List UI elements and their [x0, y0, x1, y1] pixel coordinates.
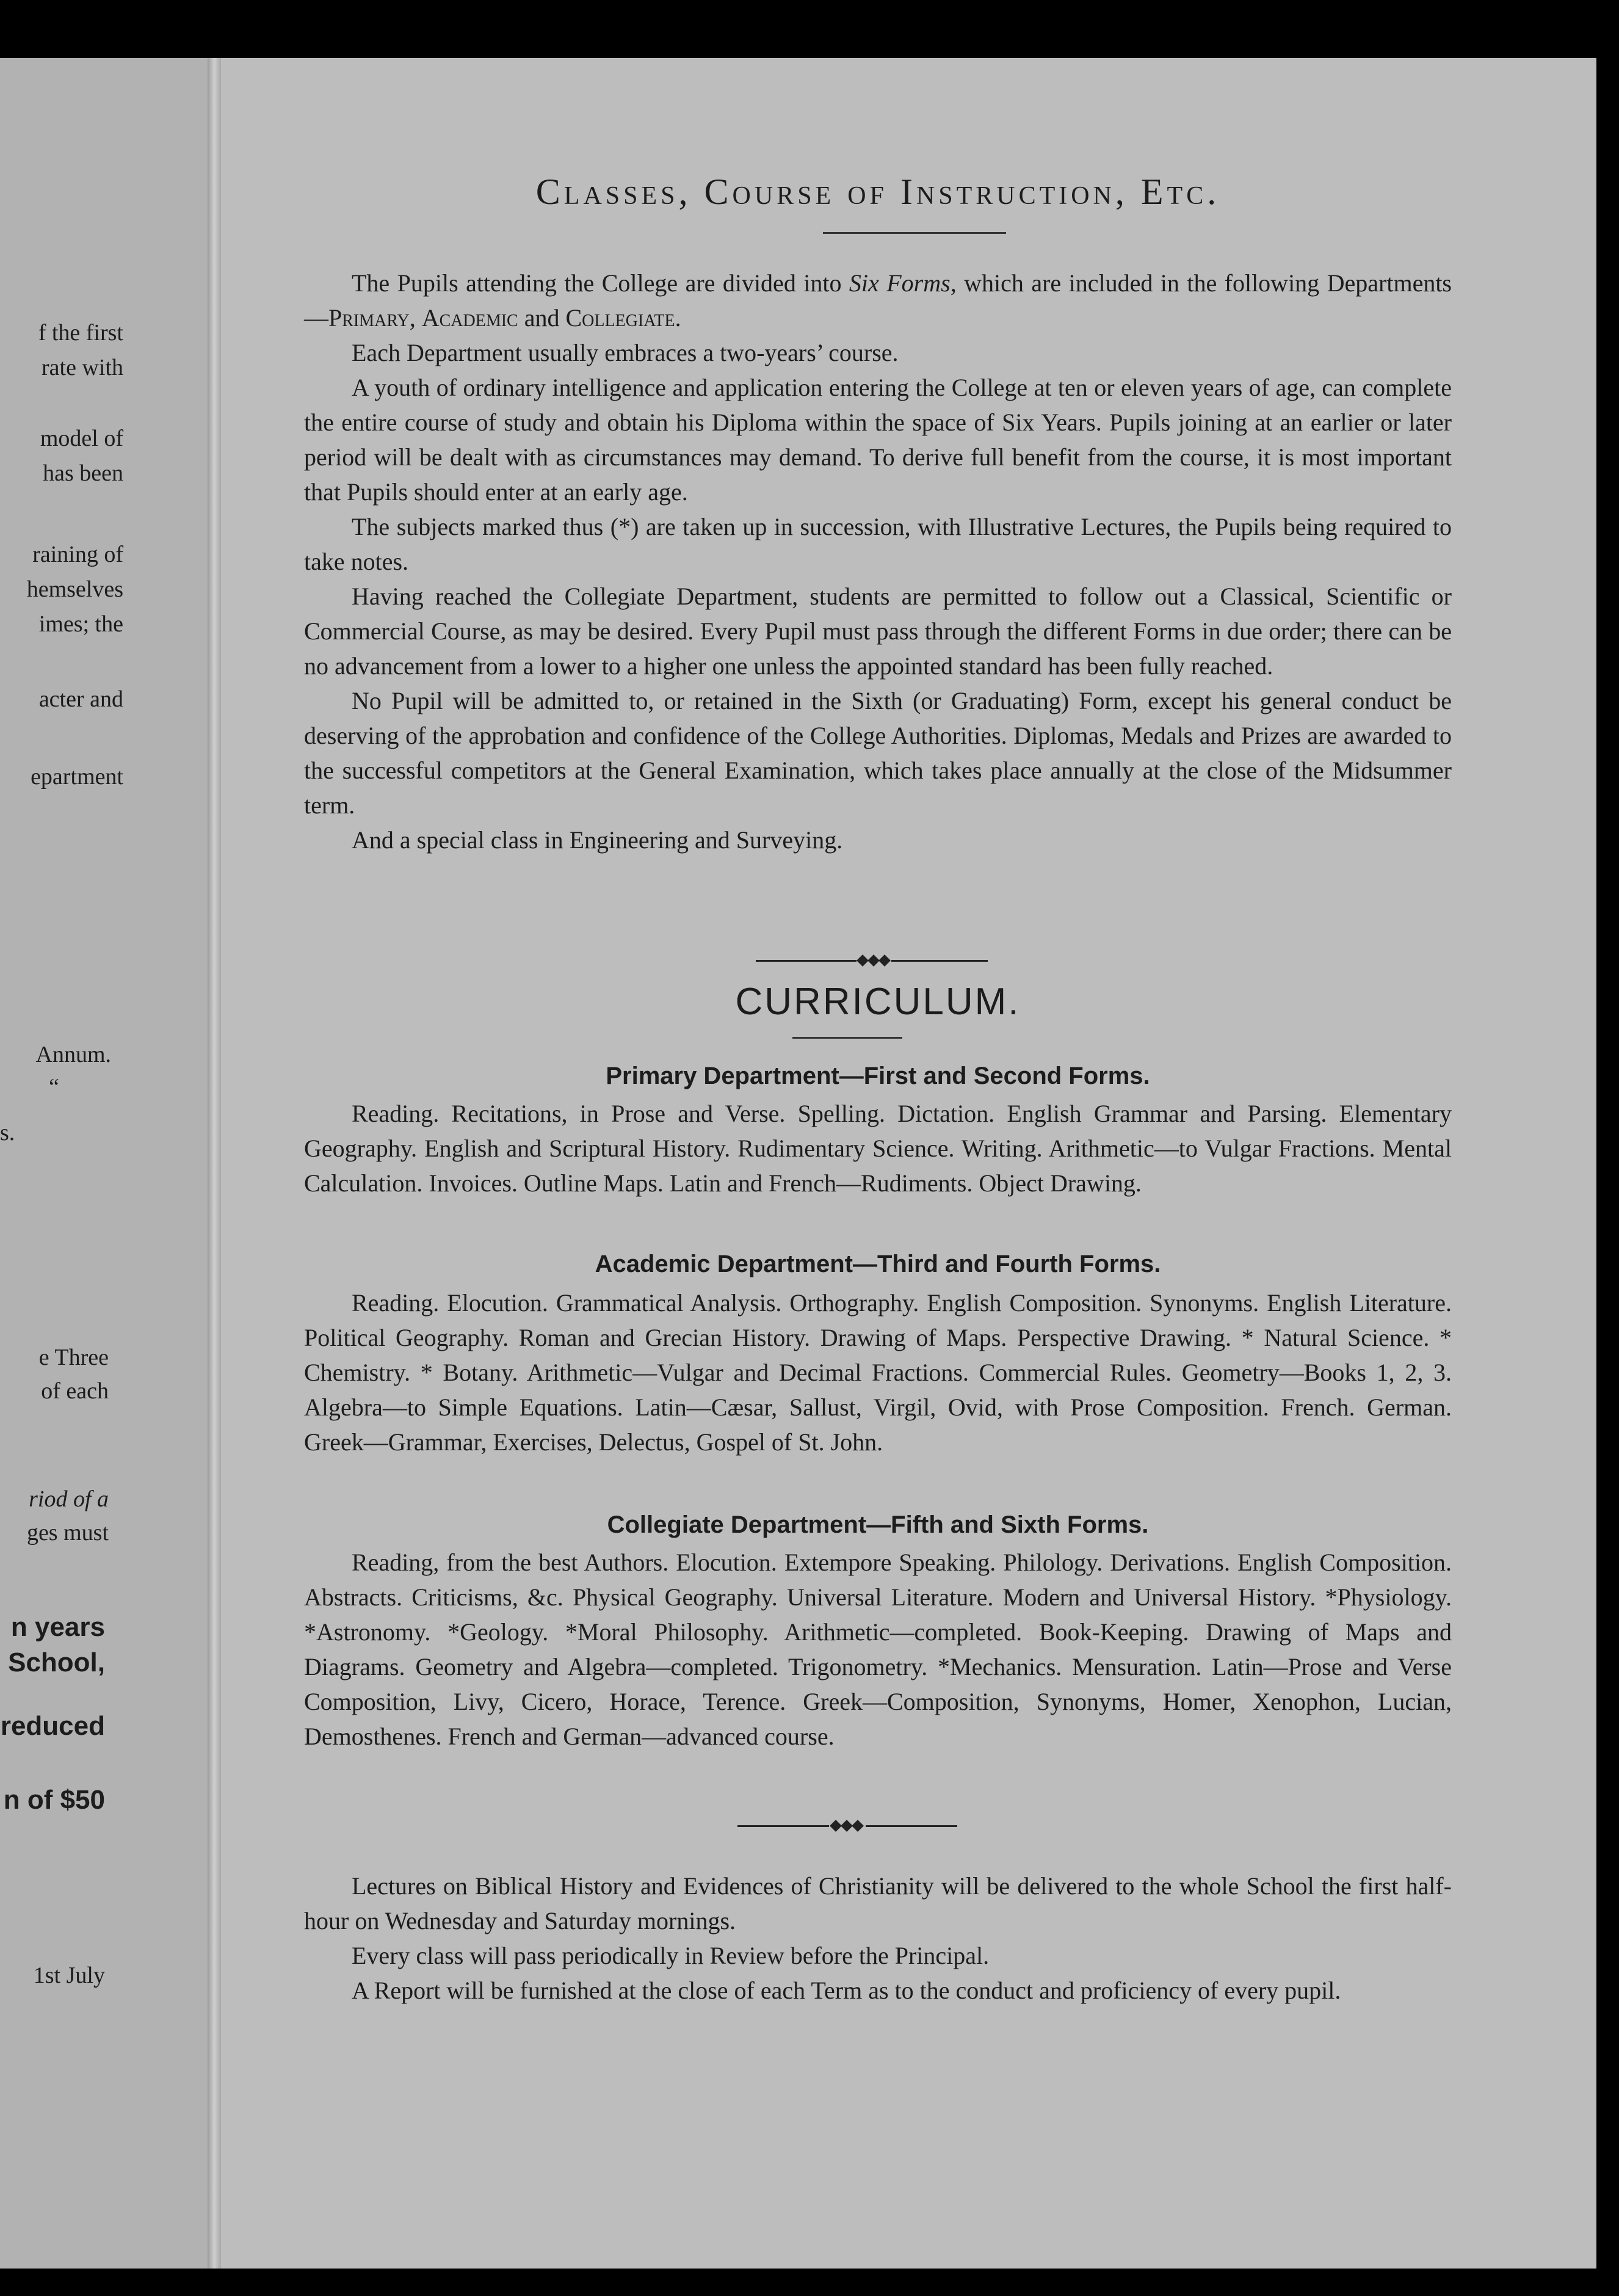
margin-fragment: epartment [31, 764, 123, 790]
margin-fragment: riod of a [29, 1486, 109, 1512]
intro-section [304, 266, 1452, 857]
margin-fragment: hemselves [26, 576, 123, 602]
left-page-margin [0, 58, 214, 2269]
margin-fragment: of each [41, 1378, 109, 1404]
margin-fragment: model of [40, 426, 123, 451]
ornament-divider [737, 1820, 957, 1832]
primary-dept-title: Primary Department—First and Second Forms. [606, 1063, 1150, 1089]
curriculum-rule [792, 1037, 902, 1039]
page-fold [208, 58, 221, 2269]
intro-text: , which are included in the following Departments— [304, 269, 1452, 332]
margin-fragment: 1st July [33, 1963, 105, 1988]
margin-fragment: e Three [38, 1345, 109, 1370]
dept-subjects: Reading. Elocution. Grammatical Analysis. Orthography. English Composition. Synonyms. English Literature. Political Geography. Roman and Grecian History. Drawing of Maps. Perspective Drawing. * Natural Science. * Chemistry. * Botany. Arithmetic—Vulgar and Decimal Fractions. Commercial Rules. Geometry—Books 1, 2, 3. Algebra—to Simple Equations. Latin—Cæsar, Sallust, Virgil, Ovid, with Prose Composition. French. German. Greek—Grammar, Exercises, Delectus, Gospel of St. John. [304, 1289, 1452, 1456]
margin-fragment: “ [49, 1074, 59, 1100]
academic-dept-title: Academic Department—Third and Fourth Forms. [595, 1251, 1161, 1277]
margin-fragment: Annum. [35, 1042, 111, 1067]
separator: , [409, 304, 422, 332]
primary-dept-body [304, 1096, 1452, 1201]
collegiate-dept-title: Collegiate Department—Fifth and Sixth Forms. [607, 1511, 1149, 1538]
margin-fragment: f the first [38, 320, 123, 346]
intro-paragraph: Having reached the Collegiate Department, students are permitted to follow out a Classical, Scientific or Commercial Course, as may be desired. Every Pupil must pass through the different Forms in due order; there can be no advancement from a lower to a higher one unless the appointed standard has been fully reached. [304, 583, 1452, 680]
dept-name-collegiate: Collegiate [565, 304, 675, 332]
academic-dept-body [304, 1285, 1452, 1459]
title-rule [823, 232, 1006, 234]
ornament-divider [756, 954, 988, 967]
margin-fragment: has been [43, 460, 123, 486]
margin-fragment: School, [8, 1648, 105, 1677]
margin-fragment: imes; the [38, 611, 123, 637]
dept-subjects: Reading. Recitations, in Prose and Verse. Spelling. Dictation. English Grammar and Parsing. Elementary Geography. English and Scriptural History. Rudimentary Science. Writing. Arithmetic—to Vulgar Fractions. Mental Calculation. Invoices. Outline Maps. Latin and French—Rudiments. Object Drawing. [304, 1100, 1452, 1197]
separator: and [518, 304, 566, 332]
scanned-page [0, 58, 1596, 2269]
closing-paragraph: Lectures on Biblical History and Evidences of Christianity will be delivered to the whole School the first half-hour on Wednesday and Saturday mornings. [304, 1872, 1452, 1935]
intro-text: The Pupils attending the College are divided into [352, 269, 849, 297]
margin-fragment: n of $50 [3, 1785, 105, 1815]
page-title: Classes, Course of Instruction, Etc. [535, 172, 1220, 212]
closing-paragraph: A Report will be furnished at the close of each Term as to the conduct and proficiency of every pupil. [352, 1977, 1341, 2004]
margin-fragment: reduced [0, 1711, 105, 1741]
dept-name-academic: Academic [421, 304, 518, 332]
intro-paragraph [304, 266, 1452, 335]
margin-fragment: ges must [26, 1520, 109, 1546]
collegiate-dept-body [304, 1545, 1452, 1754]
intro-paragraph: And a special class in Engineering and Surveying. [352, 826, 843, 854]
six-forms-emphasis: Six Forms [849, 269, 951, 297]
margin-fragment: n years [10, 1612, 105, 1642]
curriculum-heading: CURRICULUM. [735, 981, 1021, 1023]
margin-fragment: s. [0, 1120, 15, 1146]
separator: . [675, 304, 681, 332]
dept-name-primary: Primary [328, 304, 410, 332]
intro-paragraph: The subjects marked thus (*) are taken up in succession, with Illustrative Lectures, the Pupils being required to take notes. [304, 513, 1452, 575]
intro-paragraph: A youth of ordinary intelligence and application entering the College at ten or eleven years of age, can complete the entire course of study and obtain his Diploma within the space of Six Years. Pupils joining at an earlier or later period will be dealt with as circumstances may demand. To derive full benefit from the course, it is most important that Pupils should enter at an early age. [304, 374, 1452, 506]
closing-section [304, 1869, 1452, 2008]
closing-paragraph: Every class will pass periodically in Review before the Principal. [352, 1942, 990, 1969]
margin-fragment: rate with [41, 355, 123, 380]
dept-subjects: Reading, from the best Authors. Elocution. Extempore Speaking. Philology. Derivations. English Composition. Abstracts. Criticisms, &c. Physical Geography. Universal Literature. Modern and Universal History. *Physiology. *Astronomy. *Geology. *Moral Philosophy. Arithmetic—completed. Book-Keeping. Drawing of Maps and Diagrams. Geometry and Algebra—completed. Trigonometry. *Mechanics. Mensuration. Latin—Prose and Verse Composition, Livy, Cicero, Horace, Terence. Greek—Composition, Synonyms, Homer, Xenophon, Lucian, Demosthenes. French and German—advanced course. [304, 1549, 1452, 1750]
margin-fragment: raining of [32, 542, 123, 567]
intro-paragraph: No Pupil will be admitted to, or retained in the Sixth (or Graduating) Form, except his general conduct be deserving of the approbation and confidence of the College Authorities. Diplomas, Medals and Prizes are awarded to the successful competitors at the General Examination, which takes place annually at the close of the Midsummer term. [304, 687, 1452, 819]
margin-fragment: acter and [38, 686, 123, 712]
intro-paragraph: Each Department usually embraces a two-years’ course. [352, 339, 899, 366]
